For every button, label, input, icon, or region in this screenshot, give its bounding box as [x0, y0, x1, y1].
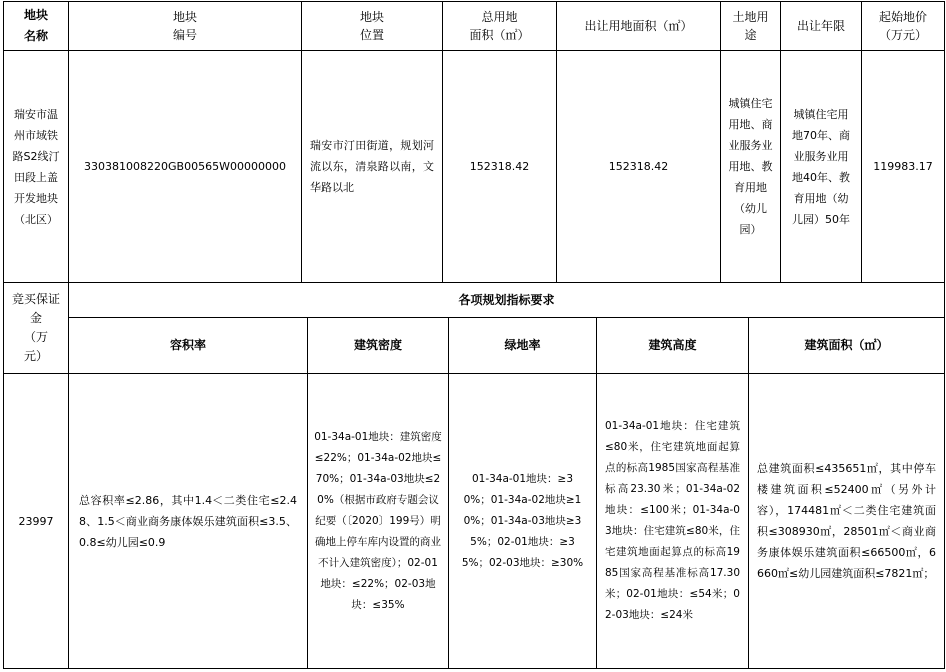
header-location: 地块 位置: [302, 2, 443, 51]
far-cell: 总容积率≤2.86，其中1.4＜二类住宅≤2.48、1.5＜商业商务康体娱乐建筑面积≤3.5、0.8≤幼儿园≤0.9: [69, 374, 308, 669]
planning-title-row: [4, 283, 945, 318]
density-cell: 01-34a-01地块：建筑密度≤22%；01-34a-02地块≤70%；01-34a-03地块≤20%（根据市政府专题会议纪要（〔2020〕199号）明确地上停车库内设置的商业不计入建筑密度）；02-01地块：≤22%；02-03地块：≤35%: [308, 374, 449, 669]
transfer-area-cell: 152318.42: [557, 51, 721, 283]
header-transfer-area: 出让用地面积（㎡）: [557, 2, 721, 51]
planning-title: 各项规划指标要求: [69, 283, 945, 318]
header-height: 建筑高度: [597, 318, 749, 374]
deposit-header: 竞买保证金 （万 元）: [4, 283, 69, 374]
header-total-area: 总用地 面积（㎡）: [443, 2, 557, 51]
height-cell: 01-34a-01地块：住宅建筑≤80米，住宅建筑地面起算点的标高1985国家高程基准标高23.30米；01-34a-02地块：≤100米；01-34a-03地块：住宅建筑≤80米，住宅建筑地面起算点的标高1985国家高程基准标高17.30米；02-01地块：≤54米；02-03地块：≤24米: [597, 374, 749, 669]
header-density: 建筑密度: [308, 318, 449, 374]
planning-header-row: [4, 318, 945, 374]
header-green: 绿地率: [449, 318, 597, 374]
header-term: 出让年限: [781, 2, 862, 51]
header-starting-price: 起始地价 （万元）: [862, 2, 945, 51]
deposit-cell: 23997: [4, 374, 69, 669]
green-cell: 01-34a-01地块：≥30%；01-34a-02地块≥10%；01-34a-03地块≥35%；02-01地块：≥35%；02-03地块：≥30%: [449, 374, 597, 669]
planning-indicators-table: [3, 282, 945, 669]
land-use-cell: 城镇住宅用地、商业服务业用地、教育用地（幼儿园）: [721, 51, 781, 283]
header-parcel-number: 地块 编号: [69, 2, 302, 51]
parcel-name-cell: 瑞安市温州市域铁路S2线汀田段上盖开发地块（北区）: [4, 51, 69, 283]
header-floor-area: 建筑面积（㎡）: [749, 318, 945, 374]
header-parcel-name: 地块 名称: [4, 2, 69, 51]
parcel-header-row: [4, 2, 945, 51]
location-cell: 瑞安市汀田街道，规划河流以东，清泉路以南，文华路以北: [302, 51, 443, 283]
planning-data-row: [4, 374, 945, 669]
header-far: 容积率: [69, 318, 308, 374]
parcel-data-row: [4, 51, 945, 283]
header-land-use: 土地用 途: [721, 2, 781, 51]
starting-price-cell: 119983.17: [862, 51, 945, 283]
total-area-cell: 152318.42: [443, 51, 557, 283]
term-cell: 城镇住宅用地70年、商业服务业用地40年、教育用地（幼儿园）50年: [781, 51, 862, 283]
floor-area-cell: 总建筑面积≤435651㎡，其中停车楼建筑面积≤52400㎡（另外计容），174481㎡＜二类住宅建筑面积≤308930㎡，28501㎡＜商业商务康体娱乐建筑面积≤66500㎡，6660㎡≤幼儿园建筑面积≤7821㎡；: [749, 374, 945, 669]
parcel-info-table: [3, 1, 945, 283]
parcel-number-cell: 330381008220GB00565W00000000: [69, 51, 302, 283]
